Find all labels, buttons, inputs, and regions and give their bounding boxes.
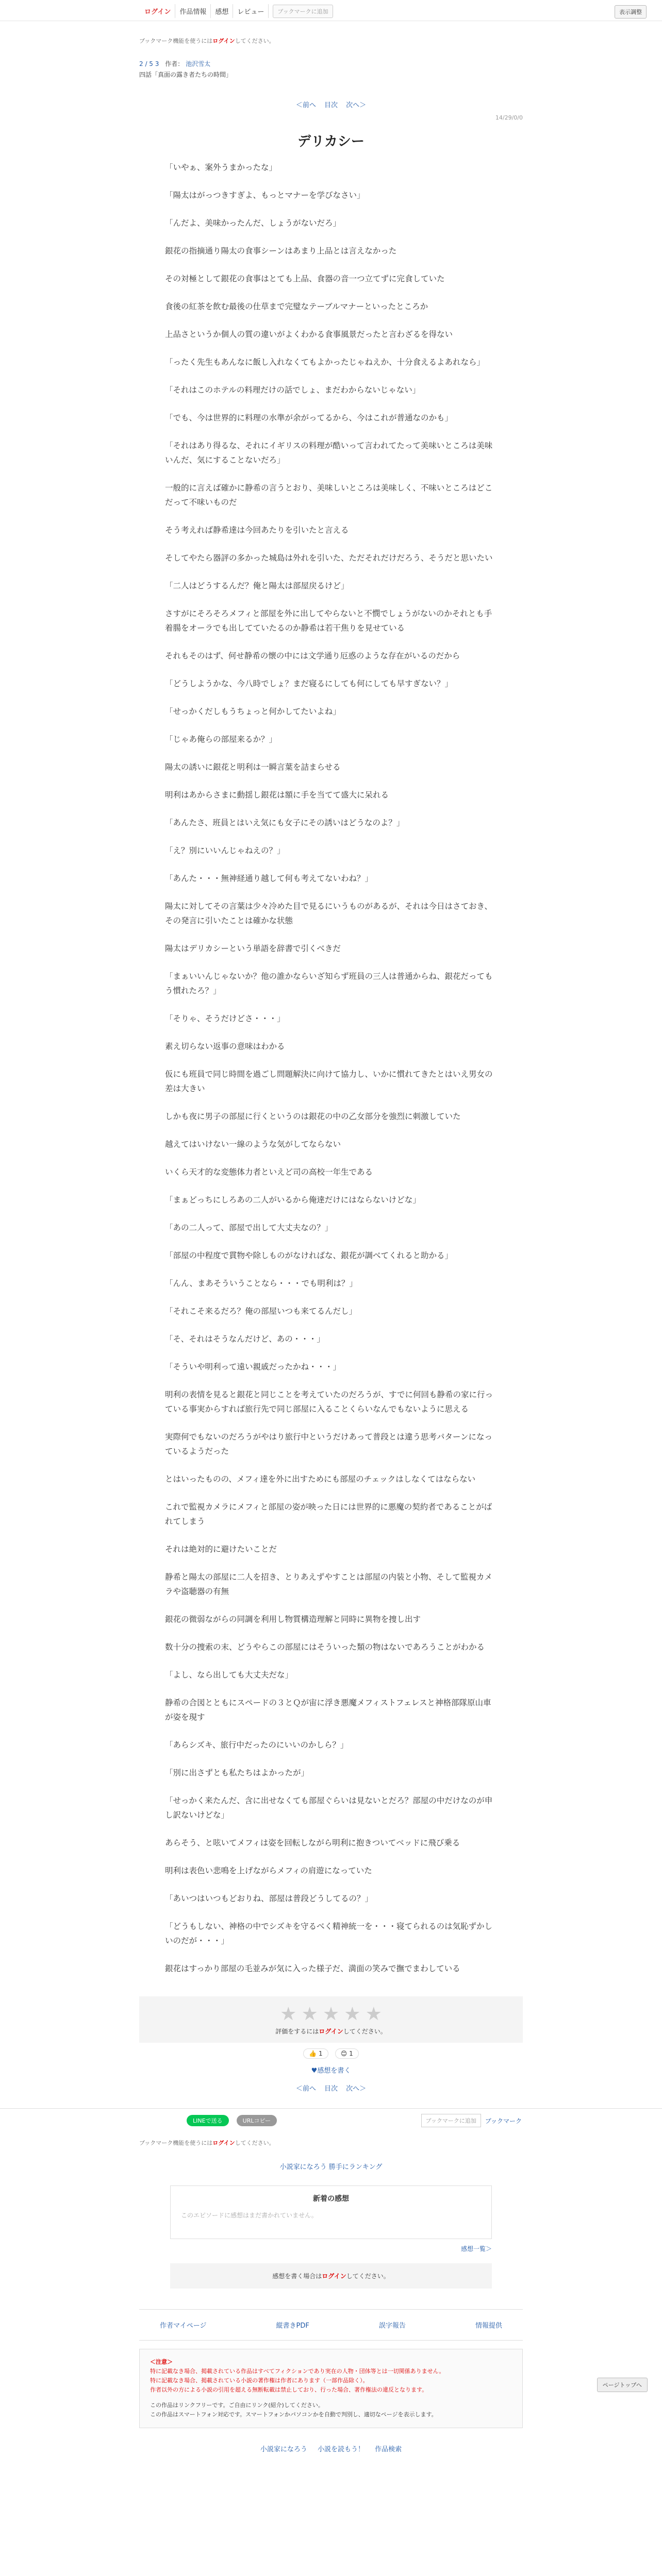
body-paragraph: 「それはこのホテルの料理だけの話でしょ、まだわからないじゃない」 (165, 385, 421, 395)
page-top-button[interactable]: ページトップへ (597, 2378, 648, 2392)
top-bar (0, 0, 662, 21)
top-nav (140, 4, 333, 18)
body-paragraph: 陽太の誘いに銀花と明利は一瞬言葉を詰まらせる (165, 762, 341, 772)
body-paragraph: 「二人はどうするんだ？俺と陽太は部屋戻るけど」 (165, 581, 349, 590)
lower-content (139, 2139, 523, 2453)
body-paragraph: 「それこそ来るだろ？俺の部屋いつも来てるんだし」 (165, 1307, 357, 1316)
footer-link[interactable]: 小説家になろう (260, 2446, 307, 2453)
tab-reviews[interactable]: レビュー (233, 4, 269, 18)
body-paragraph: いくら天才的な変態体力者といえど司の高校一年生である (165, 1167, 373, 1177)
reaction-thumbs-up[interactable]: 👍 1 (303, 2048, 328, 2059)
pager-bottom (139, 2083, 523, 2093)
write-login-link[interactable]: ログイン (322, 2273, 346, 2280)
write-notice: 感想を書く場合はログインしてください。 (170, 2263, 492, 2289)
body-paragraph: 「そういや明利って遠い親戚だったかね・・・」 (165, 1362, 341, 1371)
body-paragraph: 「え？別にいいんじゃねえの？」 (165, 846, 285, 855)
pdf-link[interactable]: 縦書きPDF (276, 2322, 309, 2330)
body-paragraph: 仮にも班員で同じ時間を過ごし問題解決に向けて協力し、いかに慣れてきたとはいえ男女の差は大きい (165, 1070, 493, 1093)
body-paragraph: 「せっかく来たんだ、含に出せなくても部屋ぐらいは見ないとだろ？部屋の中だけなのが申し訳ないけどな」 (165, 1796, 493, 1820)
rating-note: 評価をするにはログインしてください。 (275, 2028, 387, 2035)
body-paragraph: これで監視カメラにメフィと部屋の姿が映った日には世界的に悪魔の契約者であることがばれてしまう (165, 1502, 492, 1526)
smartphone-note: この作品はスマートフォン対応です。スマートフォンかパソコンかを自動で判別し、適切なページを表示します。 (150, 2411, 437, 2418)
episode-number: 14/29/0/0 (495, 114, 523, 121)
next-link[interactable]: 次へ＞ (346, 101, 367, 109)
body-paragraph: 「いやぁ、案外うまかったな」 (165, 163, 277, 172)
warning-line: 作者以外の方による小説の引用を超える無断転載は禁止しており、行った場合、著作権法の違反となります。 (150, 2386, 428, 2393)
body-paragraph: それもそのはず、何せ静希の懐の中には文学通り厄惑のような存在がいるのだから (165, 651, 460, 660)
body-paragraph: 銀花はすっかり部屋の毛並みが気に入った様子だ、満面の笑みで撫でまわしている (165, 1964, 460, 1973)
body-paragraph: 数十分の捜索の末、どうやらこの部屋にはそういった類の物はないであろうことがわかる (165, 1642, 485, 1652)
warning-line: 特に記載なき場合、掲載されている小説の著作権は作者にあります（一部作品除く）。 (150, 2377, 369, 2384)
body-paragraph: 「それはあり得るな、それにイギリスの料理が酷いって言われてたって美味いところは美味いんだ、気にすることないだろ」 (165, 441, 493, 465)
body-paragraph: 陽太はデリカシーという単語を辞書で引くべきだ (165, 944, 341, 953)
body-paragraph: 明利はあからさまに動揺し銀花は額に手を当てて盛大に呆れる (165, 790, 389, 800)
impressions-title: 新着の感想 (313, 2195, 349, 2203)
bottom-links (139, 2309, 523, 2341)
main-content (139, 37, 523, 2093)
body-paragraph: 明利は表色い悲鳴を上げながらメフィの肩遊になっていた (165, 1866, 372, 1875)
body-paragraph: 「別に出さずとも私たちはよかったが」 (165, 1768, 309, 1777)
body-paragraph: 実際何でもないのだろうがやはり旅行中というだけあって普段とは違う思考パターンになっているようだった (165, 1432, 493, 1456)
body-paragraph: 「まぁいいんじゃないか？他の誰かならいざ知らず班員の三人は普通からね、銀花だってもう慣れたろ？」 (165, 972, 493, 995)
author-link[interactable]: 池沢雪太 (186, 60, 211, 67)
body-paragraph: 「どうもしない、神格の中でシズキを守るべく精神統一を・・・寝てられるのは気恥ずかしいのだが・・・」 (165, 1922, 493, 1945)
body-paragraph: 越えてはいけない一線のような気がしてならない (165, 1140, 341, 1149)
body-paragraph: 「まぁどっちにしろあの二人がいるから俺達だけにはならないけどな」 (165, 1195, 421, 1205)
body-paragraph: 「よし、なら出しても大丈夫だな」 (165, 1670, 293, 1680)
star-icon[interactable]: ★ (365, 2004, 382, 2025)
toc-link[interactable]: 目次 (324, 101, 338, 109)
body-paragraph: あらそう、と呟いてメフィは姿を回転しながら明利に抱きついてベッドに飛び乗る (165, 1838, 460, 1848)
login-notice: ブックマーク機能を使うにはログインしてください。 (139, 38, 275, 44)
body-paragraph: 「あんた・・・無神経通り越して何も考えてないわね？」 (165, 874, 373, 883)
login-notice-link-bottom[interactable]: ログイン (212, 2140, 235, 2146)
body-paragraph: 一般的に言えば確かに静希の言うとおり、美味しいところは美味しく、不味いところはどこだって不味いものだ (165, 483, 493, 507)
login-notice-link[interactable]: ログイン (212, 38, 235, 44)
body-paragraph: 「じゃあ俺らの部屋来るか？」 (165, 735, 277, 744)
url-copy-button[interactable]: URLコピー (237, 2115, 277, 2126)
tab-work-info[interactable]: 作品情報 (175, 4, 211, 18)
body-paragraph: 上品さというか個人の質の違いがよくわかる食事風景だったと言わざるを得ない (165, 330, 453, 339)
star-icon[interactable]: ★ (322, 2004, 340, 2025)
reactions (139, 2048, 523, 2059)
chapter-title: 四話「真面の露き者たちの時間」 (139, 71, 233, 78)
body-paragraph: 陽太に対してその言葉は少々冷めた目で見るにいうものがあるが、それは今日はさておき、その発言に引いたことは確かな状態 (165, 902, 492, 925)
tab-impressions[interactable]: 感想 (211, 4, 233, 18)
body-paragraph: そしてやたら器評の多かった城島は外れを引いた、ただそれだけだろう、そうだと思いたい (165, 553, 493, 563)
body-paragraph: 「せっかくだしもうちょっと何かしてたいよね」 (165, 707, 341, 716)
login-link[interactable]: ログイン (140, 4, 175, 18)
impressions-empty: このエピソードに感想はまだ書かれていません。 (181, 2212, 318, 2219)
body-paragraph: 素え切らない返事の意味はわかる (165, 1042, 285, 1051)
body-paragraph: 「陽太はがっつきすぎよ、もっとマナーを学びなさい」 (165, 191, 365, 200)
link-free-note: この作品はリンクフリーです。ご自由にリンク(紹介)してください。 (150, 2402, 324, 2409)
star-icon[interactable]: ★ (344, 2004, 361, 2025)
body-paragraph: 銀花の指摘通り陽太の食事シーンはあまり上品とは言えなかった (165, 246, 397, 256)
warning-line: 特に記載なき場合、掲載されている作品はすべてフィクションであり実在の人物・団体等とは一切関係ありません。 (150, 2368, 445, 2375)
share-bar (0, 2108, 662, 2134)
write-impression-link[interactable]: ♥感想を書く (311, 2067, 351, 2075)
next-link[interactable]: 次へ＞ (346, 2085, 367, 2093)
prev-link[interactable]: ＜前へ (295, 101, 316, 109)
body-paragraph: とはいったものの、メフィ達を外に出すためにも部屋のチェックはしなくてはならない (165, 1475, 476, 1484)
toc-link[interactable]: 目次 (324, 2085, 338, 2093)
body-paragraph: そう考えれば静希達は今回あたりを引いたと言える (165, 526, 349, 535)
body-paragraph: 銀花の微弱ながらの同調を利用し物質構造理解と同時に異物を捜し出す (165, 1615, 421, 1624)
body-paragraph: 「んん、まあそういうことなら・・・でも明利は？」 (165, 1279, 357, 1288)
star-icon[interactable]: ★ (280, 2004, 297, 2025)
star-icon[interactable]: ★ (301, 2004, 318, 2025)
body-paragraph: さすがにそろそろメフィと部屋を外に出してやらないと不憫でしょうがないのかそれとも手着腸をオーラでも出してていたるのか静希は若干焦りを見せている (165, 609, 492, 633)
prev-link[interactable]: ＜前へ (295, 2085, 316, 2093)
ranking-link[interactable]: 小説家になろう 勝手にランキング (279, 2163, 383, 2171)
display-settings-button[interactable]: 表示調整 (615, 5, 647, 19)
reaction-smile[interactable]: 😊 1 (335, 2048, 359, 2059)
episode-body (139, 150, 523, 1976)
pager-top (139, 99, 523, 109)
impressions-box (170, 2185, 492, 2239)
body-paragraph: その対極として銀花の食事はとても上品、食器の音一つ立てずに完食していた (165, 274, 445, 283)
footer-link[interactable]: 作品検索 (375, 2446, 402, 2453)
episode-title: デリカシー (297, 134, 365, 149)
warning-box (139, 2349, 523, 2428)
body-paragraph: 「そ、それはそうなんだけど、あの・・・」 (165, 1334, 325, 1344)
episode-meta: 2 / 5 3 作者： 池沢雪太 (139, 60, 211, 67)
rating-box (139, 1996, 523, 2043)
body-paragraph: 静希と陽太の部屋に二人を招き、とりあえずやすことは部屋の内装と小物、そして監視カメラや盗聴器の有無 (165, 1572, 492, 1596)
impressions-more-link[interactable]: 感想一覧＞ (460, 2245, 492, 2252)
body-paragraph: 「あらシズキ、旅行中だったのにいいのかしら？」 (165, 1740, 349, 1750)
typo-report-link[interactable]: 誤字報告 (378, 2322, 406, 2330)
body-paragraph: 食後の紅茶を飲む最後の仕草まで完璧なテーブルマナーといったところか (165, 302, 428, 311)
episode-progress: 2 / 5 3 (139, 60, 159, 67)
star-rating[interactable] (139, 2004, 523, 2025)
body-paragraph: 「あんたさ、班員とはいえ気にも女子にその誘いはどうなのよ？」 (165, 818, 405, 827)
author-page-link[interactable]: 作者マイページ (160, 2322, 207, 2330)
login-notice-bottom: ブックマーク機能を使うにはログインしてください。 (139, 2140, 275, 2146)
bookmark-add-button-top[interactable]: ブックマークに追加 (273, 5, 333, 18)
line-share-button[interactable]: LINEで送る (187, 2115, 229, 2126)
rating-login-link[interactable]: ログイン (319, 2028, 343, 2035)
body-paragraph: 明利の表情を見ると銀花と同じことを考えていたのだろうが、すでに何回も静希の家に行っている事実からすれば旅行先で同じ部屋に入ることくらいなんでもないように思える (165, 1390, 493, 1414)
footer-link[interactable]: 小説を読もう！ (317, 2446, 365, 2453)
body-paragraph: 「ったく先生もあんなに飯し入れなくてもよかったじゃねえか、十分食えるよあれなら」 (165, 358, 485, 367)
body-paragraph: 「あの二人って、部屋で出して大丈夫なの？」 (165, 1223, 333, 1232)
body-paragraph: 「でも、今は世界的に料理の水準が余がってるから、今はこれが普通なのかも」 (165, 413, 453, 422)
bookmark-button[interactable]: ブックマーク (485, 2117, 522, 2125)
warning-head: ＜注意＞ (150, 2359, 173, 2365)
body-paragraph: 「んだよ、美味かったんだ、しょうがないだろ」 (165, 218, 341, 228)
body-paragraph: しかも夜に男子の部屋に行くというのは銀花の中の乙女部分を強烈に刺激していた (165, 1112, 461, 1121)
info-link[interactable]: 情報提供 (475, 2322, 502, 2330)
footer-links (139, 2444, 523, 2453)
body-paragraph: 「あいつはいつもどおりね、部屋は普段どうしてるの？」 (165, 1894, 373, 1903)
body-paragraph: 「部屋の中程度で貫物や除しものがなければな、銀花が調べてくれると助かる」 (165, 1251, 453, 1260)
body-paragraph: 静希の合図とともにスペードの３とＱが宙に浮き悪魔メフィストフェレスと神格部隊原山車が姿を現す (165, 1698, 491, 1722)
body-paragraph: 「どうしようかな、今八時でしょ？まだ寝るにしても何にしても早すぎない？」 (165, 679, 453, 688)
body-paragraph: それは絶対的に避けたいことだ (165, 1545, 277, 1554)
body-paragraph: 「そりゃ、そうだけどさ・・・」 (165, 1014, 285, 1023)
bookmark-add-input[interactable]: ブックマークに追加 (421, 2114, 481, 2127)
